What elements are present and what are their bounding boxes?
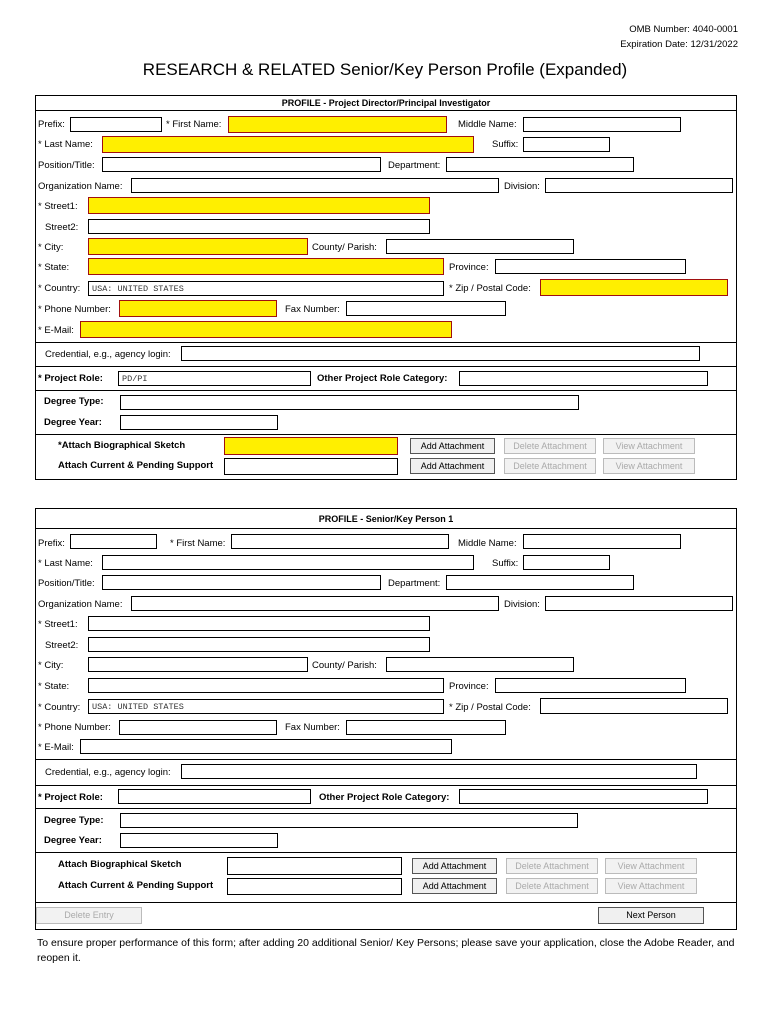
province-field[interactable] <box>495 259 686 274</box>
division-label: Division: <box>504 599 540 610</box>
current-pending-label: Attach Current & Pending Support <box>58 460 214 471</box>
bio-view-attachment-button[interactable]: View Attachment <box>605 858 697 874</box>
state-label: * State: <box>38 262 70 273</box>
page-title: RESEARCH & RELATED Senior/Key Person Profile (Expanded) <box>142 60 628 79</box>
cp-delete-attachment-button[interactable]: Delete Attachment <box>506 878 598 894</box>
last-name-label: * Last Name: <box>38 139 93 150</box>
prefix-field[interactable] <box>70 534 157 549</box>
fax-field[interactable] <box>346 301 506 316</box>
bio-delete-attachment-button[interactable]: Delete Attachment <box>504 438 596 454</box>
street2-label: Street2: <box>45 640 79 651</box>
organization-name-label: Organization Name: <box>38 181 123 192</box>
phone-label: * Phone Number: <box>38 722 111 733</box>
position-title-label: Position/Title: <box>38 578 95 589</box>
first-name-field[interactable] <box>231 534 449 549</box>
cp-view-attachment-button[interactable]: View Attachment <box>603 458 695 474</box>
email-field[interactable] <box>80 321 452 338</box>
credential-label: Credential, e.g., agency login: <box>45 349 171 360</box>
fax-label: Fax Number: <box>285 722 340 733</box>
middle-name-label: Middle Name: <box>458 538 517 549</box>
prefix-field[interactable] <box>70 117 162 132</box>
department-field[interactable] <box>446 157 634 172</box>
position-title-field[interactable] <box>102 575 381 590</box>
email-label: * E-Mail: <box>38 325 74 336</box>
other-role-field[interactable] <box>459 371 708 386</box>
senior-key-person-section <box>35 508 737 930</box>
bio-delete-attachment-button[interactable]: Delete Attachment <box>506 858 598 874</box>
omb-number: OMB Number: 4040-0001 <box>629 24 738 35</box>
prefix-label: Prefix: <box>38 538 65 549</box>
first-name-label: * First Name: <box>170 538 226 549</box>
street1-label: * Street1: <box>38 201 78 212</box>
degree-type-field[interactable] <box>120 395 579 410</box>
street1-field[interactable] <box>88 197 430 214</box>
middle-name-field[interactable] <box>523 117 681 132</box>
zip-field[interactable] <box>540 698 728 714</box>
department-label: Department: <box>388 160 441 171</box>
degree-type-label: Degree Type: <box>44 815 104 826</box>
bio-view-attachment-button[interactable]: View Attachment <box>603 438 695 454</box>
pd-pi-profile-section <box>35 95 737 480</box>
suffix-label: Suffix: <box>492 558 519 569</box>
department-label: Department: <box>388 578 441 589</box>
bio-add-attachment-button[interactable]: Add Attachment <box>412 858 497 874</box>
fax-field[interactable] <box>346 720 506 735</box>
city-label: * City: <box>38 660 64 671</box>
email-label: * E-Mail: <box>38 742 74 753</box>
country-field[interactable]: USA: UNITED STATES <box>88 281 444 296</box>
project-role-field[interactable]: PD/PI <box>118 371 311 386</box>
email-field[interactable] <box>80 739 452 754</box>
street1-label: * Street1: <box>38 619 78 630</box>
county-label: County/ Parish: <box>312 242 377 253</box>
bio-sketch-label: *Attach Biographical Sketch <box>58 440 186 451</box>
suffix-field[interactable] <box>523 555 610 570</box>
bio-add-attachment-button[interactable]: Add Attachment <box>410 438 495 454</box>
degree-type-field[interactable] <box>120 813 578 828</box>
middle-name-label: Middle Name: <box>458 119 517 130</box>
fax-label: Fax Number: <box>285 304 340 315</box>
phone-label: * Phone Number: <box>38 304 111 315</box>
current-pending-field[interactable] <box>224 458 398 475</box>
bio-sketch-field[interactable] <box>227 857 402 875</box>
other-role-label: Other Project Role Category: <box>317 373 448 384</box>
degree-type-label: Degree Type: <box>44 396 104 407</box>
cp-add-attachment-button[interactable]: Add Attachment <box>410 458 495 474</box>
other-role-label: Other Project Role Category: <box>319 792 450 803</box>
county-field[interactable] <box>386 239 574 254</box>
project-role-label: * Project Role: <box>38 373 103 384</box>
degree-year-field[interactable] <box>120 415 278 430</box>
last-name-field[interactable] <box>102 555 474 570</box>
phone-field[interactable] <box>119 720 277 735</box>
degree-year-label: Degree Year: <box>44 835 102 846</box>
prefix-label: Prefix: <box>38 119 65 130</box>
city-field[interactable] <box>88 238 308 255</box>
zip-label: * Zip / Postal Code: <box>449 702 531 713</box>
city-label: * City: <box>38 242 64 253</box>
province-label: Province: <box>449 262 489 273</box>
omb-info <box>620 22 738 52</box>
street1-field[interactable] <box>88 616 430 631</box>
credential-field[interactable] <box>181 764 697 779</box>
credential-field[interactable] <box>181 346 700 361</box>
position-title-label: Position/Title: <box>38 160 95 171</box>
delete-entry-button[interactable]: Delete Entry <box>36 907 142 924</box>
division-field[interactable] <box>545 178 733 193</box>
current-pending-label: Attach Current & Pending Support <box>58 880 214 891</box>
footer-note: To ensure proper performance of this form; after adding 20 additional Senior/ Key Persons; please save your application, close the Adobe Reader, and reopen it. <box>37 937 735 964</box>
county-label: County/ Parish: <box>312 660 377 671</box>
expiration-date: Expiration Date: 12/31/2022 <box>620 39 738 50</box>
zip-label: * Zip / Postal Code: <box>449 283 531 294</box>
street2-field[interactable] <box>88 219 430 234</box>
organization-name-label: Organization Name: <box>38 599 123 610</box>
section-title: PROFILE - Senior/Key Person 1 <box>318 514 454 524</box>
province-field[interactable] <box>495 678 686 693</box>
country-label: * Country: <box>38 702 81 713</box>
last-name-label: * Last Name: <box>38 558 93 569</box>
first-name-label: * First Name: <box>166 119 222 130</box>
province-label: Province: <box>449 681 489 692</box>
street2-field[interactable] <box>88 637 430 652</box>
first-name-field[interactable] <box>228 116 447 133</box>
suffix-field[interactable] <box>523 137 610 152</box>
other-role-field[interactable] <box>459 789 708 804</box>
middle-name-field[interactable] <box>523 534 681 549</box>
bio-sketch-field[interactable] <box>224 437 398 455</box>
division-label: Division: <box>504 181 540 192</box>
county-field[interactable] <box>386 657 574 672</box>
project-role-label: * Project Role: <box>38 792 103 803</box>
credential-label: Credential, e.g., agency login: <box>45 767 171 778</box>
degree-year-field[interactable] <box>120 833 278 848</box>
last-name-field[interactable] <box>102 136 474 153</box>
street2-label: Street2: <box>45 222 79 233</box>
phone-field[interactable] <box>119 300 277 317</box>
degree-year-label: Degree Year: <box>44 417 102 428</box>
suffix-label: Suffix: <box>492 139 519 150</box>
organization-name-field[interactable] <box>131 596 499 611</box>
bio-sketch-label: Attach Biographical Sketch <box>58 859 182 870</box>
state-label: * State: <box>38 681 70 692</box>
country-field[interactable]: USA: UNITED STATES <box>88 699 444 714</box>
position-title-field[interactable] <box>102 157 381 172</box>
department-field[interactable] <box>446 575 634 590</box>
zip-field[interactable] <box>540 279 728 296</box>
organization-name-field[interactable] <box>131 178 499 193</box>
cp-add-attachment-button[interactable]: Add Attachment <box>412 878 497 894</box>
state-field[interactable] <box>88 678 444 693</box>
current-pending-field[interactable] <box>227 878 402 895</box>
cp-view-attachment-button[interactable]: View Attachment <box>605 878 697 894</box>
section-title: PROFILE - Project Director/Principal Investigator <box>281 98 491 108</box>
state-field[interactable] <box>88 258 444 275</box>
country-label: * Country: <box>38 283 81 294</box>
city-field[interactable] <box>88 657 308 672</box>
cp-delete-attachment-button[interactable]: Delete Attachment <box>504 458 596 474</box>
project-role-field[interactable] <box>118 789 311 804</box>
division-field[interactable] <box>545 596 733 611</box>
next-person-button[interactable]: Next Person <box>598 907 704 924</box>
